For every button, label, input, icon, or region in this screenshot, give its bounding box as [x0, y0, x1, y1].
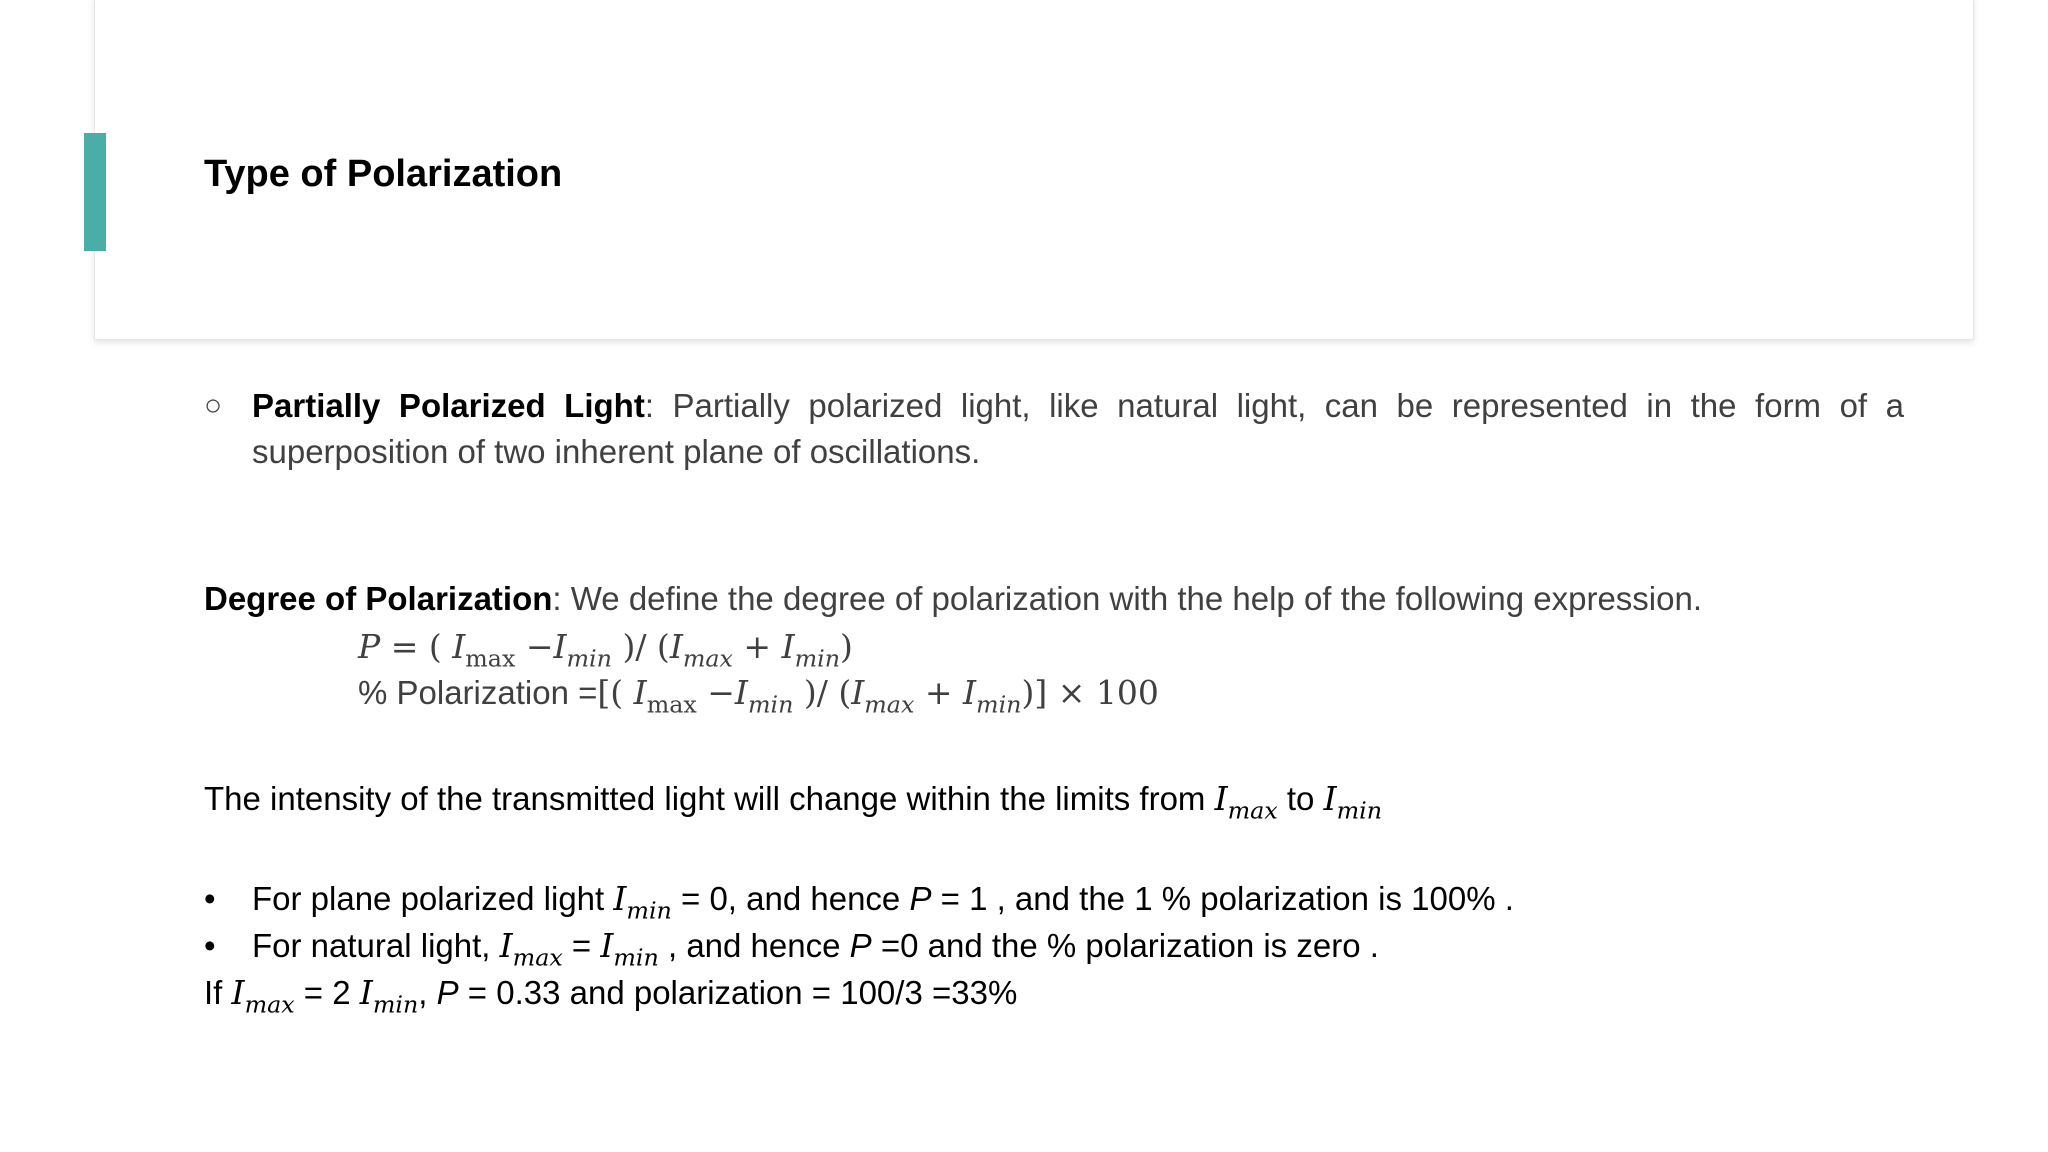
- bullet-icon: •: [204, 927, 216, 964]
- degree-of-polarization: Degree of Polarization: We define the degree of polarization with the help of the following expression.: [204, 580, 1703, 617]
- degree-description: We define the degree of polarization with the help of the following expression.: [561, 580, 1703, 617]
- formula-percent-polarization: % Polarization =[( $I_{max} -I_{min}$ )/ $(I_{max} + I_{min})] \times 100$: [358, 673, 1159, 719]
- page-title: Type of Polarization: [204, 153, 563, 195]
- bullet-natural-light: For natural light, $I_{max} = I_{min}$ , and hence P =0 and the % polarization is zero .: [252, 926, 1379, 972]
- intensity-sentence: The intensity of the transmitted light will change within the limits from $I_{max}$ to $I_{min}$: [204, 779, 1383, 825]
- partial-term: Partially Polarized Light: [252, 387, 645, 424]
- bullet-icon: •: [204, 880, 216, 917]
- formula-degree: P = ( $I_{max} -I_{min}$ )/ $(I_{max} + I_{min})$: [358, 627, 853, 673]
- partial-description: Partially polarized light, like natural light, can be represented in the form of a superposition of two inherent plane of oscillations.: [252, 387, 1904, 470]
- bullet-plane-polarized: For plane polarized light $I_{min} = 0$, and hence P = 1 , and the 1 % polarization is 100% .: [252, 879, 1514, 925]
- hollow-bullet-icon: ○: [204, 389, 223, 422]
- example-line: If $I_{max} = 2$ $I_{min}$, P = 0.33 and polarization = 100/3 =33%: [204, 973, 1018, 1019]
- degree-term: Degree of Polarization: [204, 580, 553, 617]
- partial-polarization-text: Partially Polarized Light: Partially polarized light, like natural light, can be represented in the form of a superposition of two inherent plane of oscillations.: [252, 387, 1904, 470]
